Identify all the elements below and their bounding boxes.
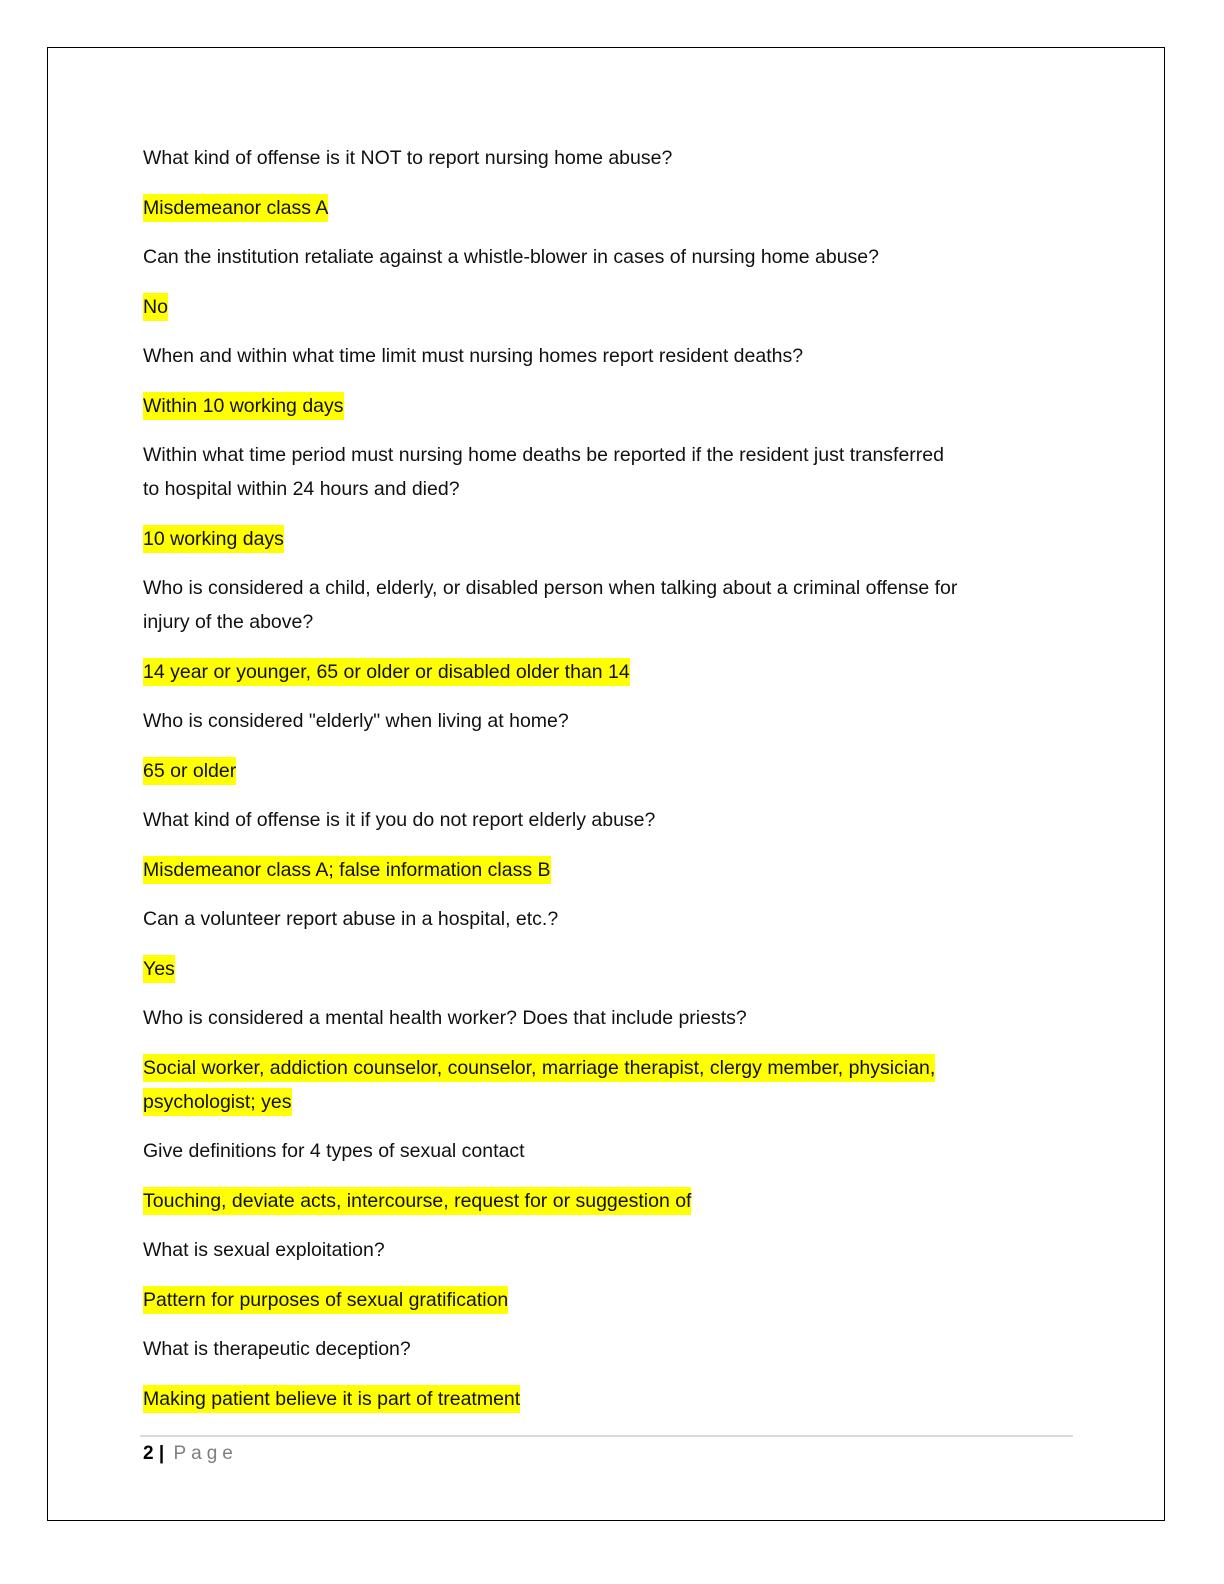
question-line: Who is considered a child, elderly, or disabled person when talking about a criminal offense for — [143, 577, 958, 599]
answer-line — [143, 191, 1083, 225]
answer-line — [143, 522, 1083, 556]
highlighted-answer-text: 65 or older — [143, 757, 236, 785]
answer-line — [143, 389, 1083, 423]
page-number: 2 — [143, 1443, 154, 1464]
question — [143, 803, 1083, 837]
answer-line — [143, 655, 1083, 689]
answer-line — [143, 290, 1083, 324]
question — [143, 902, 1083, 936]
question-line: What is therapeutic deception? — [143, 1338, 411, 1360]
answer-line — [143, 1085, 1083, 1119]
footer-divider — [140, 1435, 1073, 1437]
question — [143, 1001, 1083, 1035]
answer — [143, 754, 1083, 788]
highlighted-answer-text: Pattern for purposes of sexual gratification — [143, 1286, 508, 1314]
answer — [143, 1051, 1083, 1119]
question — [143, 438, 1083, 506]
highlighted-answer-text: Touching, deviate acts, intercourse, request for or suggestion of — [143, 1187, 691, 1215]
question-line: What is sexual exploitation? — [143, 1239, 385, 1261]
highlighted-answer-text: Social worker, addiction counselor, counselor, marriage therapist, clergy member, physician, — [143, 1054, 935, 1082]
answer — [143, 191, 1083, 225]
highlighted-answer-text: No — [143, 293, 168, 321]
answer-line — [143, 853, 1083, 887]
answer-line — [143, 1382, 1083, 1416]
highlighted-answer-text: Misdemeanor class A — [143, 194, 328, 222]
answer — [143, 1382, 1083, 1416]
question-line: What kind of offense is it if you do not report elderly abuse? — [143, 809, 656, 831]
answer-line — [143, 754, 1083, 788]
question-line: Can a volunteer report abuse in a hospital, etc.? — [143, 908, 559, 930]
answer — [143, 952, 1083, 986]
question-line: Who is considered "elderly" when living at home? — [143, 710, 569, 732]
answer — [143, 1184, 1083, 1218]
footer-separator: | — [158, 1443, 165, 1464]
answer-line — [143, 952, 1083, 986]
answer — [143, 655, 1083, 689]
question-line: injury of the above? — [143, 611, 314, 633]
question-line: Give definitions for 4 types of sexual contact — [143, 1140, 525, 1162]
answer — [143, 1283, 1083, 1317]
question — [143, 1332, 1083, 1366]
answer — [143, 522, 1083, 556]
qa-content — [143, 141, 1083, 1431]
answer-line — [143, 1184, 1083, 1218]
question — [143, 571, 1083, 639]
answer — [143, 853, 1083, 887]
page-footer — [143, 1441, 238, 1467]
question-line: When and within what time limit must nursing homes report resident deaths? — [143, 345, 804, 367]
highlighted-answer-text: Within 10 working days — [143, 392, 344, 420]
highlighted-answer-text: Yes — [143, 955, 175, 983]
question — [143, 141, 1083, 175]
highlighted-answer-text: Making patient believe it is part of treatment — [143, 1385, 520, 1413]
highlighted-answer-text: psychologist; yes — [143, 1088, 292, 1116]
page-label: Page — [173, 1443, 238, 1464]
question — [143, 704, 1083, 738]
question-line: Within what time period must nursing home deaths be reported if the resident just transferred — [143, 444, 944, 466]
answer — [143, 389, 1083, 423]
answer-line — [143, 1283, 1083, 1317]
highlighted-answer-text: 10 working days — [143, 525, 284, 553]
answer-line — [143, 1051, 1083, 1085]
question — [143, 339, 1083, 373]
question — [143, 1233, 1083, 1267]
answer — [143, 290, 1083, 324]
question-line: to hospital within 24 hours and died? — [143, 478, 460, 500]
question-line: What kind of offense is it NOT to report nursing home abuse? — [143, 147, 673, 169]
highlighted-answer-text: 14 year or younger, 65 or older or disabled older than 14 — [143, 658, 630, 686]
highlighted-answer-text: Misdemeanor class A; false information class B — [143, 856, 551, 884]
question — [143, 240, 1083, 274]
question — [143, 1134, 1083, 1168]
question-line: Can the institution retaliate against a whistle-blower in cases of nursing home abuse? — [143, 246, 880, 268]
question-line: Who is considered a mental health worker? Does that include priests? — [143, 1007, 747, 1029]
